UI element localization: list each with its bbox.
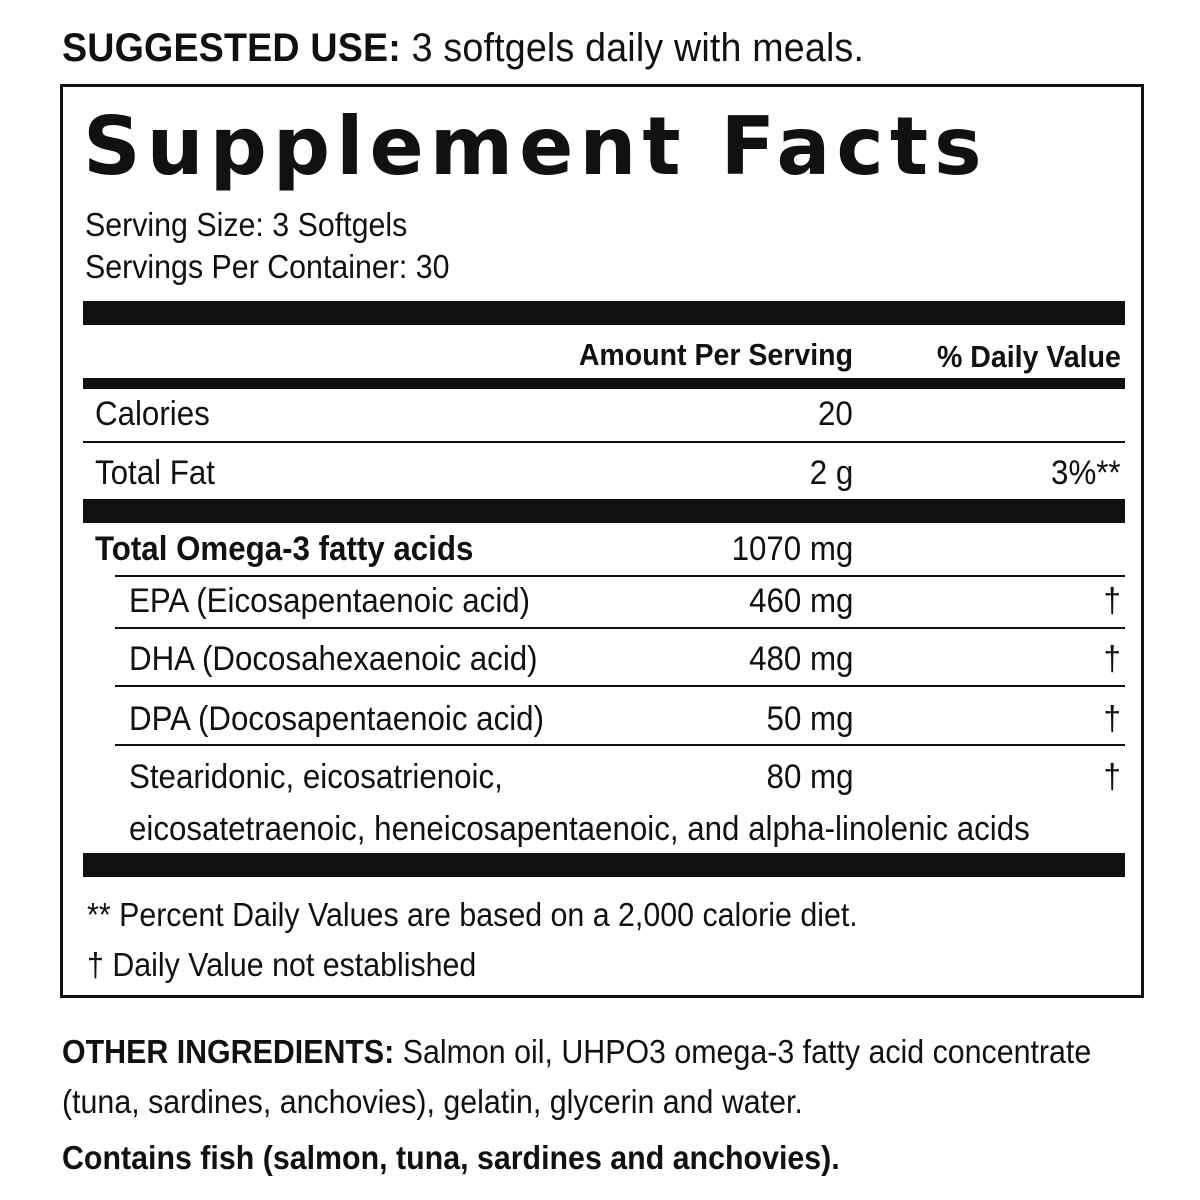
- row-amount-total-fat: 2 g: [809, 454, 853, 492]
- row-name-dha: DHA (Docosahexaenoic acid): [129, 640, 538, 678]
- row-name-total-omega-3: Total Omega-3 fatty acids: [95, 530, 474, 568]
- thin-rule: [115, 744, 1125, 746]
- footnote-not-established: † Daily Value not established: [87, 946, 477, 983]
- thin-rule: [115, 627, 1125, 629]
- row-dv-total-fat: 3%**: [1051, 454, 1121, 492]
- row-name-dpa: DPA (Docosapentaenoic acid): [129, 700, 544, 738]
- thin-rule: [115, 685, 1125, 687]
- header-daily-value: % Daily Value: [937, 339, 1121, 374]
- thick-rule: [83, 301, 1125, 325]
- thick-rule: [83, 499, 1125, 523]
- row-amount-epa: 460 mg: [748, 582, 853, 620]
- row-amount-dha: 480 mg: [748, 640, 853, 678]
- serving-size: Serving Size: 3 Softgels: [85, 206, 408, 243]
- row-dv-epa: †: [1103, 582, 1121, 620]
- header-amount: Amount Per Serving: [578, 337, 853, 372]
- medium-rule: [83, 378, 1125, 389]
- servings-per-container: Servings Per Container: 30: [85, 248, 450, 285]
- supplement-facts-panel: [60, 84, 1144, 998]
- row-name-other-acids: Stearidonic, eicosatrienoic,: [129, 758, 503, 796]
- other-ingredients: [62, 1027, 1129, 1127]
- row-amount-other-acids: 80 mg: [766, 758, 853, 796]
- thin-rule: [83, 441, 1125, 443]
- suggested-use: [62, 20, 1105, 76]
- other-ingredients-label: OTHER INGREDIENTS:: [62, 1033, 395, 1070]
- row-dv-dpa: †: [1103, 700, 1121, 738]
- thin-rule: [115, 575, 1125, 577]
- other-ingredients-text: Salmon oil, UHPO3 omega-3 fatty acid concentrate (tuna, sardines, anchovies), gelatin, glycerin and water.: [62, 1033, 1092, 1120]
- row-amount-calories: 20: [818, 395, 853, 433]
- row-dv-other-acids: †: [1103, 758, 1121, 796]
- suggested-use-label: SUGGESTED USE:: [62, 26, 402, 70]
- row-amount-dpa: 50 mg: [766, 700, 853, 738]
- row-amount-total-omega-3: 1070 mg: [731, 530, 853, 568]
- suggested-use-text: 3 softgels daily with meals.: [401, 26, 865, 70]
- footnote-daily-values: ** Percent Daily Values are based on a 2,000 calorie diet.: [87, 896, 858, 933]
- row-name-other-acids-line2: eicosatetraenoic, heneicosapentaenoic, and alpha-linolenic acids: [129, 810, 1030, 848]
- row-name-epa: EPA (Eicosapentaenoic acid): [129, 582, 531, 620]
- row-dv-dha: †: [1103, 640, 1121, 678]
- thick-rule: [83, 853, 1125, 877]
- facts-title: Supplement Facts: [83, 100, 988, 193]
- allergen-statement: Contains fish (salmon, tuna, sardines and anchovies).: [62, 1139, 840, 1176]
- row-name-total-fat: Total Fat: [95, 454, 215, 492]
- row-name-calories: Calories: [95, 395, 210, 433]
